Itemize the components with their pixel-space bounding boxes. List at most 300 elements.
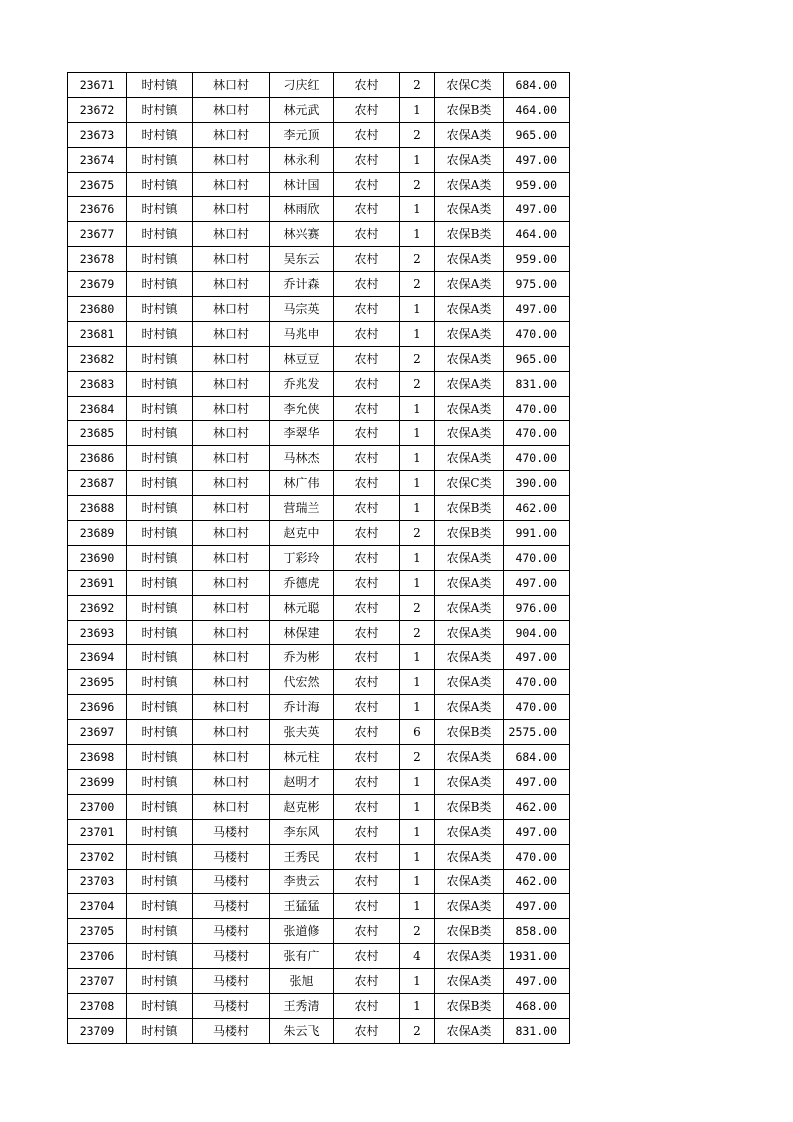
village-cell: 林口村 <box>193 371 270 396</box>
name-cell: 张有广 <box>270 944 334 969</box>
count-cell: 2 <box>400 919 435 944</box>
category-cell: 农村 <box>334 197 400 222</box>
row-id-cell: 23693 <box>68 620 127 645</box>
insurance-type-cell: 农保B类 <box>435 720 504 745</box>
count-cell: 1 <box>400 794 435 819</box>
row-id-cell: 23675 <box>68 172 127 197</box>
insurance-type-cell: 农保B类 <box>435 521 504 546</box>
name-cell: 王秀清 <box>270 993 334 1018</box>
village-cell: 林口村 <box>193 172 270 197</box>
category-cell: 农村 <box>334 1018 400 1043</box>
village-cell: 林口村 <box>193 769 270 794</box>
row-id-cell: 23681 <box>68 321 127 346</box>
name-cell: 乔兆发 <box>270 371 334 396</box>
amount-cell: 965.00 <box>504 346 570 371</box>
village-cell: 林口村 <box>193 122 270 147</box>
table-row <box>68 844 570 869</box>
table-row <box>68 496 570 521</box>
count-cell: 1 <box>400 471 435 496</box>
row-id-cell: 23692 <box>68 595 127 620</box>
village-cell: 马楼村 <box>193 869 270 894</box>
town-cell: 时村镇 <box>127 97 193 122</box>
count-cell: 1 <box>400 97 435 122</box>
count-cell: 2 <box>400 73 435 98</box>
amount-cell: 497.00 <box>504 297 570 322</box>
table-row <box>68 1018 570 1043</box>
table-row <box>68 222 570 247</box>
village-cell: 林口村 <box>193 321 270 346</box>
village-cell: 马楼村 <box>193 844 270 869</box>
category-cell: 农村 <box>334 496 400 521</box>
town-cell: 时村镇 <box>127 894 193 919</box>
village-cell: 林口村 <box>193 222 270 247</box>
village-cell: 马楼村 <box>193 919 270 944</box>
count-cell: 1 <box>400 446 435 471</box>
amount-cell: 462.00 <box>504 794 570 819</box>
amount-cell: 470.00 <box>504 321 570 346</box>
category-cell: 农村 <box>334 769 400 794</box>
row-id-cell: 23671 <box>68 73 127 98</box>
insurance-type-cell: 农保A类 <box>435 446 504 471</box>
table-row <box>68 944 570 969</box>
village-cell: 马楼村 <box>193 819 270 844</box>
row-id-cell: 23707 <box>68 969 127 994</box>
amount-cell: 497.00 <box>504 894 570 919</box>
village-cell: 林口村 <box>193 794 270 819</box>
insurance-type-cell: 农保A类 <box>435 844 504 869</box>
name-cell: 林计国 <box>270 172 334 197</box>
count-cell: 2 <box>400 745 435 770</box>
count-cell: 2 <box>400 247 435 272</box>
town-cell: 时村镇 <box>127 993 193 1018</box>
village-cell: 林口村 <box>193 620 270 645</box>
village-cell: 林口村 <box>193 272 270 297</box>
row-id-cell: 23685 <box>68 421 127 446</box>
count-cell: 1 <box>400 894 435 919</box>
row-id-cell: 23700 <box>68 794 127 819</box>
name-cell: 刁庆红 <box>270 73 334 98</box>
village-cell: 林口村 <box>193 421 270 446</box>
amount-cell: 1931.00 <box>504 944 570 969</box>
category-cell: 农村 <box>334 346 400 371</box>
count-cell: 2 <box>400 595 435 620</box>
category-cell: 农村 <box>334 944 400 969</box>
amount-cell: 497.00 <box>504 197 570 222</box>
village-cell: 林口村 <box>193 73 270 98</box>
table-row <box>68 396 570 421</box>
name-cell: 代宏然 <box>270 670 334 695</box>
row-id-cell: 23695 <box>68 670 127 695</box>
row-id-cell: 23679 <box>68 272 127 297</box>
amount-cell: 470.00 <box>504 446 570 471</box>
row-id-cell: 23704 <box>68 894 127 919</box>
village-cell: 林口村 <box>193 670 270 695</box>
row-id-cell: 23709 <box>68 1018 127 1043</box>
insurance-type-cell: 农保A类 <box>435 869 504 894</box>
table-row <box>68 321 570 346</box>
village-cell: 林口村 <box>193 645 270 670</box>
category-cell: 农村 <box>334 794 400 819</box>
amount-cell: 497.00 <box>504 969 570 994</box>
amount-cell: 390.00 <box>504 471 570 496</box>
town-cell: 时村镇 <box>127 670 193 695</box>
row-id-cell: 23699 <box>68 769 127 794</box>
insurance-type-cell: 农保A类 <box>435 197 504 222</box>
category-cell: 农村 <box>334 819 400 844</box>
town-cell: 时村镇 <box>127 769 193 794</box>
count-cell: 6 <box>400 720 435 745</box>
insurance-type-cell: 农保B类 <box>435 993 504 1018</box>
category-cell: 农村 <box>334 272 400 297</box>
category-cell: 农村 <box>334 73 400 98</box>
amount-cell: 959.00 <box>504 247 570 272</box>
category-cell: 农村 <box>334 297 400 322</box>
table-row <box>68 73 570 98</box>
name-cell: 林元聪 <box>270 595 334 620</box>
name-cell: 林元武 <box>270 97 334 122</box>
count-cell: 2 <box>400 272 435 297</box>
table-row <box>68 297 570 322</box>
count-cell: 1 <box>400 969 435 994</box>
table-row <box>68 147 570 172</box>
row-id-cell: 23697 <box>68 720 127 745</box>
insurance-type-cell: 农保B类 <box>435 496 504 521</box>
count-cell: 1 <box>400 421 435 446</box>
count-cell: 2 <box>400 371 435 396</box>
village-cell: 林口村 <box>193 97 270 122</box>
name-cell: 马林杰 <box>270 446 334 471</box>
village-cell: 林口村 <box>193 595 270 620</box>
town-cell: 时村镇 <box>127 844 193 869</box>
row-id-cell: 23677 <box>68 222 127 247</box>
insurance-type-cell: 农保A类 <box>435 819 504 844</box>
insurance-type-cell: 农保A类 <box>435 944 504 969</box>
insurance-type-cell: 农保A类 <box>435 147 504 172</box>
name-cell: 林雨欣 <box>270 197 334 222</box>
village-cell: 林口村 <box>193 247 270 272</box>
insurance-type-cell: 农保A类 <box>435 396 504 421</box>
count-cell: 1 <box>400 819 435 844</box>
insurance-type-cell: 农保A类 <box>435 695 504 720</box>
name-cell: 李贵云 <box>270 869 334 894</box>
name-cell: 李允侠 <box>270 396 334 421</box>
table-row <box>68 247 570 272</box>
table-row <box>68 720 570 745</box>
table-row <box>68 471 570 496</box>
name-cell: 林广伟 <box>270 471 334 496</box>
amount-cell: 684.00 <box>504 745 570 770</box>
name-cell: 乔计森 <box>270 272 334 297</box>
category-cell: 农村 <box>334 521 400 546</box>
village-cell: 林口村 <box>193 521 270 546</box>
count-cell: 1 <box>400 222 435 247</box>
table-row <box>68 97 570 122</box>
name-cell: 王猛猛 <box>270 894 334 919</box>
town-cell: 时村镇 <box>127 720 193 745</box>
table-row <box>68 993 570 1018</box>
name-cell: 林豆豆 <box>270 346 334 371</box>
table-body <box>68 73 570 1044</box>
category-cell: 农村 <box>334 321 400 346</box>
table-row <box>68 969 570 994</box>
category-cell: 农村 <box>334 222 400 247</box>
count-cell: 1 <box>400 769 435 794</box>
amount-cell: 470.00 <box>504 695 570 720</box>
amount-cell: 976.00 <box>504 595 570 620</box>
name-cell: 林保建 <box>270 620 334 645</box>
insurance-type-cell: 农保A类 <box>435 769 504 794</box>
town-cell: 时村镇 <box>127 794 193 819</box>
table-row <box>68 869 570 894</box>
count-cell: 1 <box>400 496 435 521</box>
town-cell: 时村镇 <box>127 545 193 570</box>
count-cell: 1 <box>400 844 435 869</box>
count-cell: 2 <box>400 521 435 546</box>
town-cell: 时村镇 <box>127 869 193 894</box>
name-cell: 乔计海 <box>270 695 334 720</box>
name-cell: 张道修 <box>270 919 334 944</box>
name-cell: 张旭 <box>270 969 334 994</box>
amount-cell: 497.00 <box>504 570 570 595</box>
category-cell: 农村 <box>334 919 400 944</box>
count-cell: 1 <box>400 869 435 894</box>
count-cell: 1 <box>400 321 435 346</box>
category-cell: 农村 <box>334 595 400 620</box>
count-cell: 2 <box>400 172 435 197</box>
count-cell: 2 <box>400 346 435 371</box>
village-cell: 林口村 <box>193 545 270 570</box>
insurance-type-cell: 农保A类 <box>435 421 504 446</box>
count-cell: 1 <box>400 147 435 172</box>
name-cell: 朱云飞 <box>270 1018 334 1043</box>
village-cell: 马楼村 <box>193 894 270 919</box>
row-id-cell: 23694 <box>68 645 127 670</box>
row-id-cell: 23696 <box>68 695 127 720</box>
insurance-type-cell: 农保A类 <box>435 247 504 272</box>
count-cell: 4 <box>400 944 435 969</box>
town-cell: 时村镇 <box>127 595 193 620</box>
insurance-type-cell: 农保A类 <box>435 969 504 994</box>
row-id-cell: 23676 <box>68 197 127 222</box>
village-cell: 林口村 <box>193 297 270 322</box>
table-row <box>68 521 570 546</box>
name-cell: 马兆申 <box>270 321 334 346</box>
insurance-type-cell: 农保A类 <box>435 545 504 570</box>
category-cell: 农村 <box>334 396 400 421</box>
category-cell: 农村 <box>334 869 400 894</box>
record-table <box>67 72 570 1044</box>
amount-cell: 684.00 <box>504 73 570 98</box>
table-row <box>68 421 570 446</box>
table-row <box>68 122 570 147</box>
amount-cell: 468.00 <box>504 993 570 1018</box>
insurance-type-cell: 农保A类 <box>435 670 504 695</box>
category-cell: 农村 <box>334 894 400 919</box>
village-cell: 林口村 <box>193 496 270 521</box>
category-cell: 农村 <box>334 545 400 570</box>
name-cell: 林兴赛 <box>270 222 334 247</box>
count-cell: 1 <box>400 396 435 421</box>
amount-cell: 965.00 <box>504 122 570 147</box>
village-cell: 马楼村 <box>193 944 270 969</box>
village-cell: 林口村 <box>193 197 270 222</box>
count-cell: 2 <box>400 1018 435 1043</box>
amount-cell: 497.00 <box>504 645 570 670</box>
town-cell: 时村镇 <box>127 421 193 446</box>
name-cell: 赵克中 <box>270 521 334 546</box>
insurance-type-cell: 农保A类 <box>435 346 504 371</box>
amount-cell: 462.00 <box>504 496 570 521</box>
insurance-type-cell: 农保A类 <box>435 1018 504 1043</box>
name-cell: 张夫英 <box>270 720 334 745</box>
amount-cell: 470.00 <box>504 844 570 869</box>
village-cell: 马楼村 <box>193 993 270 1018</box>
village-cell: 林口村 <box>193 147 270 172</box>
row-id-cell: 23686 <box>68 446 127 471</box>
table-row <box>68 197 570 222</box>
category-cell: 农村 <box>334 446 400 471</box>
amount-cell: 497.00 <box>504 147 570 172</box>
town-cell: 时村镇 <box>127 496 193 521</box>
count-cell: 1 <box>400 670 435 695</box>
name-cell: 营瑞兰 <box>270 496 334 521</box>
amount-cell: 831.00 <box>504 371 570 396</box>
row-id-cell: 23682 <box>68 346 127 371</box>
town-cell: 时村镇 <box>127 446 193 471</box>
row-id-cell: 23678 <box>68 247 127 272</box>
name-cell: 林元柱 <box>270 745 334 770</box>
amount-cell: 831.00 <box>504 1018 570 1043</box>
category-cell: 农村 <box>334 247 400 272</box>
village-cell: 林口村 <box>193 396 270 421</box>
count-cell: 2 <box>400 620 435 645</box>
category-cell: 农村 <box>334 670 400 695</box>
town-cell: 时村镇 <box>127 222 193 247</box>
row-id-cell: 23703 <box>68 869 127 894</box>
table-row <box>68 819 570 844</box>
town-cell: 时村镇 <box>127 371 193 396</box>
table-row <box>68 670 570 695</box>
category-cell: 农村 <box>334 844 400 869</box>
town-cell: 时村镇 <box>127 919 193 944</box>
table-row <box>68 919 570 944</box>
name-cell: 赵克彬 <box>270 794 334 819</box>
count-cell: 1 <box>400 570 435 595</box>
amount-cell: 2575.00 <box>504 720 570 745</box>
amount-cell: 462.00 <box>504 869 570 894</box>
row-id-cell: 23701 <box>68 819 127 844</box>
insurance-type-cell: 农保B类 <box>435 919 504 944</box>
village-cell: 林口村 <box>193 695 270 720</box>
category-cell: 农村 <box>334 421 400 446</box>
insurance-type-cell: 农保A类 <box>435 272 504 297</box>
row-id-cell: 23698 <box>68 745 127 770</box>
town-cell: 时村镇 <box>127 471 193 496</box>
village-cell: 林口村 <box>193 471 270 496</box>
category-cell: 农村 <box>334 471 400 496</box>
town-cell: 时村镇 <box>127 1018 193 1043</box>
amount-cell: 470.00 <box>504 421 570 446</box>
amount-cell: 904.00 <box>504 620 570 645</box>
insurance-type-cell: 农保A类 <box>435 122 504 147</box>
count-cell: 1 <box>400 545 435 570</box>
name-cell: 李翠华 <box>270 421 334 446</box>
count-cell: 1 <box>400 695 435 720</box>
category-cell: 农村 <box>334 745 400 770</box>
category-cell: 农村 <box>334 570 400 595</box>
amount-cell: 497.00 <box>504 819 570 844</box>
category-cell: 农村 <box>334 695 400 720</box>
row-id-cell: 23688 <box>68 496 127 521</box>
village-cell: 林口村 <box>193 720 270 745</box>
table-row <box>68 346 570 371</box>
insurance-type-cell: 农保A类 <box>435 894 504 919</box>
amount-cell: 470.00 <box>504 545 570 570</box>
amount-cell: 497.00 <box>504 769 570 794</box>
name-cell: 李东风 <box>270 819 334 844</box>
name-cell: 李元顶 <box>270 122 334 147</box>
row-id-cell: 23702 <box>68 844 127 869</box>
name-cell: 乔为彬 <box>270 645 334 670</box>
town-cell: 时村镇 <box>127 944 193 969</box>
row-id-cell: 23672 <box>68 97 127 122</box>
category-cell: 农村 <box>334 645 400 670</box>
town-cell: 时村镇 <box>127 745 193 770</box>
table-row <box>68 570 570 595</box>
row-id-cell: 23690 <box>68 545 127 570</box>
row-id-cell: 23705 <box>68 919 127 944</box>
category-cell: 农村 <box>334 172 400 197</box>
village-cell: 林口村 <box>193 346 270 371</box>
table-row <box>68 272 570 297</box>
insurance-type-cell: 农保A类 <box>435 645 504 670</box>
amount-cell: 464.00 <box>504 222 570 247</box>
row-id-cell: 23680 <box>68 297 127 322</box>
insurance-type-cell: 农保B类 <box>435 222 504 247</box>
category-cell: 农村 <box>334 720 400 745</box>
count-cell: 1 <box>400 297 435 322</box>
table-row <box>68 446 570 471</box>
row-id-cell: 23683 <box>68 371 127 396</box>
table-row <box>68 769 570 794</box>
row-id-cell: 23673 <box>68 122 127 147</box>
insurance-type-cell: 农保A类 <box>435 297 504 322</box>
count-cell: 1 <box>400 197 435 222</box>
town-cell: 时村镇 <box>127 321 193 346</box>
name-cell: 吴东云 <box>270 247 334 272</box>
table-row <box>68 172 570 197</box>
table-row <box>68 595 570 620</box>
name-cell: 赵明才 <box>270 769 334 794</box>
town-cell: 时村镇 <box>127 73 193 98</box>
category-cell: 农村 <box>334 97 400 122</box>
town-cell: 时村镇 <box>127 969 193 994</box>
row-id-cell: 23684 <box>68 396 127 421</box>
amount-cell: 991.00 <box>504 521 570 546</box>
category-cell: 农村 <box>334 371 400 396</box>
town-cell: 时村镇 <box>127 819 193 844</box>
town-cell: 时村镇 <box>127 247 193 272</box>
village-cell: 马楼村 <box>193 969 270 994</box>
town-cell: 时村镇 <box>127 122 193 147</box>
village-cell: 林口村 <box>193 570 270 595</box>
town-cell: 时村镇 <box>127 521 193 546</box>
table-row <box>68 545 570 570</box>
name-cell: 马宗英 <box>270 297 334 322</box>
insurance-type-cell: 农保A类 <box>435 745 504 770</box>
count-cell: 1 <box>400 645 435 670</box>
town-cell: 时村镇 <box>127 172 193 197</box>
